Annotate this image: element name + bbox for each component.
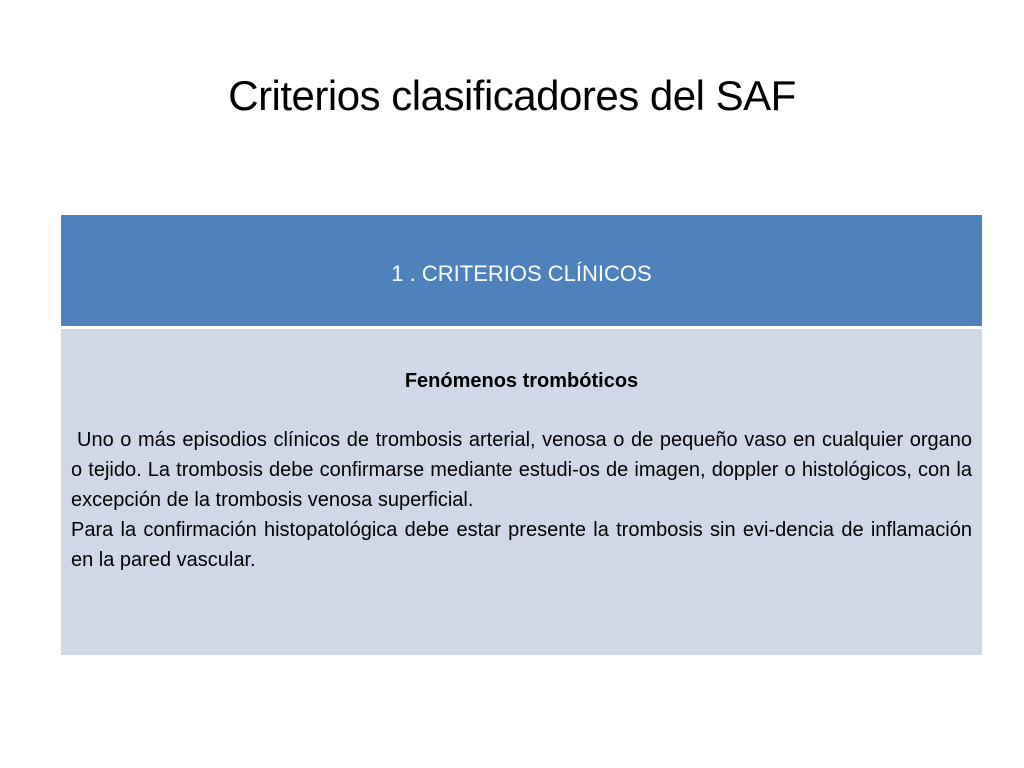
criteria-paragraph-1: Uno o más episodios clínicos de trombosis arterial, venosa o de pequeño vaso en cualquier organo o tejido. La trombosis debe confirmarse mediante estudi-os de imagen, doppler o histológicos, con la excepción de la trombosis venosa superficial. [71,429,972,511]
section-heading: Fenómenos trombóticos [404,370,639,392]
criteria-paragraph-2: Para la confirmación histopatológica debe estar presente la trombosis sin evi-dencia de inflamación en la pared vascular. [71,519,972,571]
criteria-table [61,215,982,655]
table-body [61,329,982,655]
table-header [61,215,982,329]
table-header-label: 1 . CRITERIOS CLÍNICOS [391,260,652,286]
slide-title: Criterios clasificadores del SAF [228,72,796,119]
